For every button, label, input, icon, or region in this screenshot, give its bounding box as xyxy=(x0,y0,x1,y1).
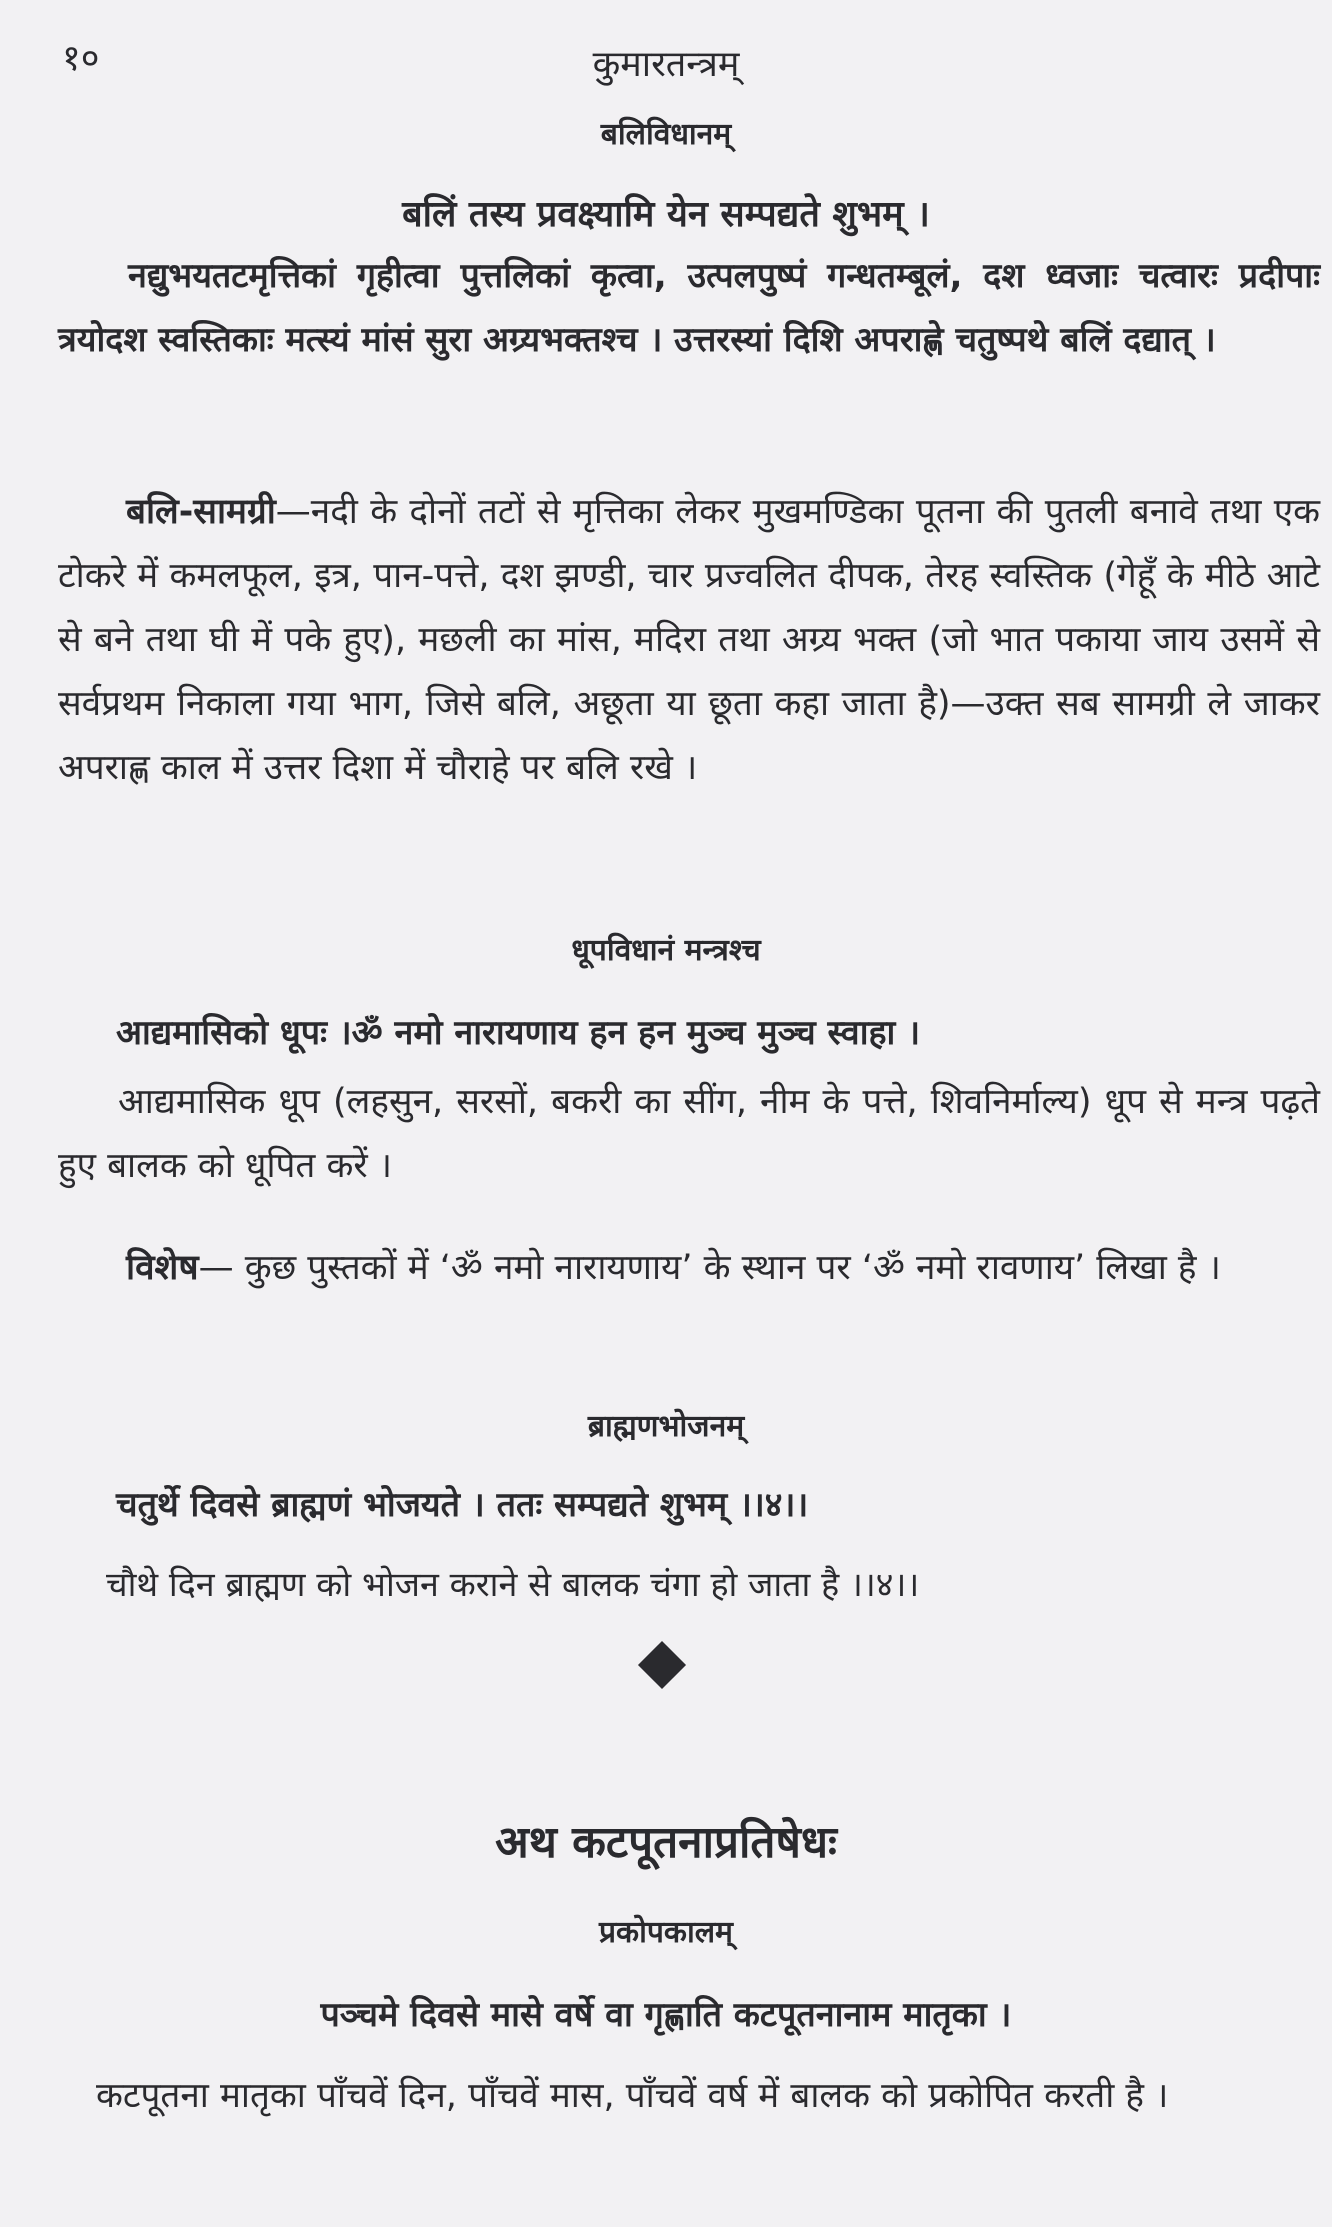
verse-prakopa: पञ्चमे दिवसे मासे वर्षे वा गृह्णाति कटपूतनानाम मातृका । xyxy=(320,1995,1012,2035)
samagri-text: —नदी के दोनों तटों से मृत्तिका लेकर मुखमण्डिका पूतना की पुतली बनावे तथा एक टोकरे में कमलफूल, इत्र, पान-पत्ते, दश झण्डी, चार प्रज्वलित दीपक, तेरह स्वस्तिक (गेहूँ के मीठे आटे से बने तथा घी में पके हुए), मछली का मांस, मदिरा तथा अग्र्य भक्त (जो भात पकाया जाय उसमें से सर्वप्रथम निकाला गया भाग, जिसे बलि, अछूता या छूता कहा जाता है)—उक्त सब सामग्री ले जाकर अपराह्ण काल में उत्तर दिशा में चौराहे पर बलि रखे । xyxy=(58,492,1320,788)
vishesh-text: — कुछ पुस्तकों में ‘ॐ नमो नारायणाय’ के स्थान पर ‘ॐ नमो रावणाय’ लिखा है । xyxy=(198,1248,1221,1288)
page-number: १० xyxy=(62,38,100,79)
sanskrit-paragraph-bali: नद्युभयतटमृत्तिकां गृहीत्वा पुत्तलिकां कृत्वा, उत्पलपुष्पं गन्धतम्बूलं, दश ध्वजाः चत्वारः प्रदीपाः त्रयोदश स्वस्तिकाः मत्स्यं मांसं सुरा अग्र्यभक्तश्च । उत्तरस्यां दिशि अपराह्णे चतुष्पथे बलिं दद्यात् । xyxy=(58,256,1320,360)
section-heading-bali: बलिविधानम् xyxy=(600,117,732,152)
chapter-title: अथ कटपूतनाप्रतिषेधः xyxy=(495,1817,837,1868)
hindi-paragraph-bali xyxy=(58,480,1320,800)
samagri-label: बलि-सामग्री xyxy=(126,492,276,532)
verse-brahmana: चतुर्थे दिवसे ब्राह्मणं भोजयते । ततः सम्पद्यते शुभम् ।।४।। xyxy=(116,1485,809,1525)
vishesh-paragraph xyxy=(58,1236,1320,1300)
section-heading-dhoop: धूपविधानं मन्त्रश्च xyxy=(571,933,761,968)
section-heading-prakopa: प्रकोपकालम् xyxy=(598,1915,733,1950)
hindi-line-brahmana: चौथे दिन ब्राह्मण को भोजन कराने से बालक चंगा हो जाता है ।।४।। xyxy=(106,1565,920,1605)
hindi-paragraph-prakopa: कटपूतना मातृका पाँचवें दिन, पाँचवें मास, पाँचवें वर्ष में बालक को प्रकोपित करती है । xyxy=(96,2076,1169,2116)
vishesh-label: विशेष xyxy=(126,1248,199,1288)
verse-bali: बलिं तस्य प्रवक्ष्यामि येन सम्पद्यते शुभम् । xyxy=(402,194,930,235)
verse-dhoop: आद्यमासिको धूपः ।ॐ नमो नारायणाय हन हन मुञ्च मुञ्च स्वाहा । xyxy=(116,1013,921,1053)
hindi-paragraph-dhoop: आद्यमासिक धूप (लहसुन, सरसों, बकरी का सींग, नीम के पत्ते, शिवनिर्माल्य) धूप से मन्त्र पढ़ते हुए बालक को धूपित करें । xyxy=(58,1082,1320,1186)
section-divider-diamond xyxy=(638,1641,686,1689)
running-title: कुमारतन्त्रम् xyxy=(592,44,740,85)
section-heading-brahmana: ब्राह्मणभोजनम् xyxy=(587,1409,745,1444)
